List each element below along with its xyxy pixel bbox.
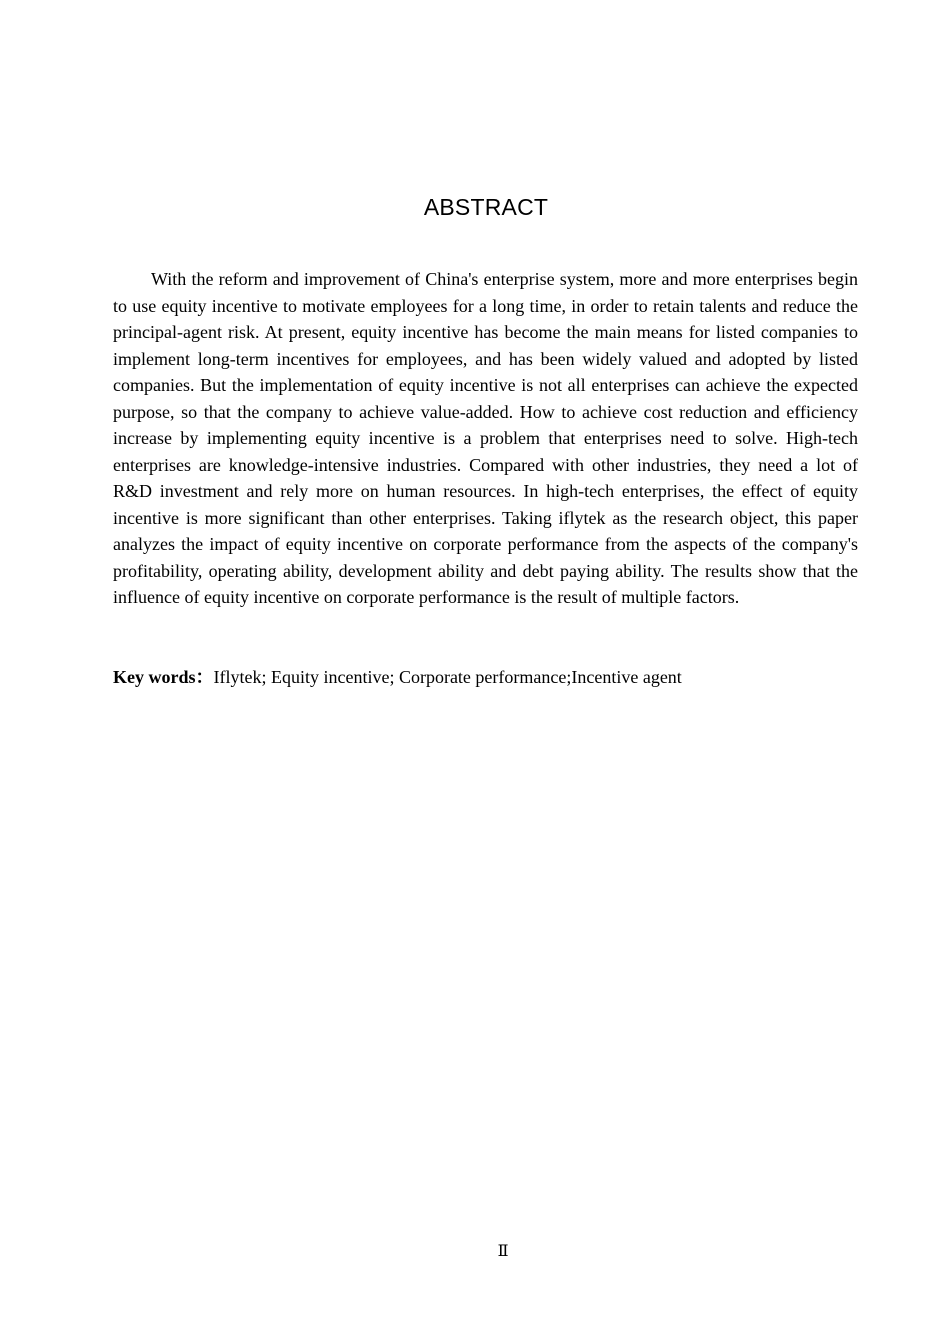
keywords-text: Iflytek; Equity incentive; Corporate performance;Incentive agent bbox=[213, 667, 682, 687]
abstract-title: ABSTRACT bbox=[423, 194, 549, 220]
abstract-paragraph: With the reform and improvement of China's enterprise system, more and more enterprises begin to use equity incentive to motivate employees for a long time, in order to retain talents and reduce the principal-agent risk. At present, equity incentive has become the main means for listed companies to implement long-term incentives for employees, and has been widely valued and adopted by listed companies. But the implementation of equity incentive is not all enterprises can achieve the expected purpose, so that the company to achieve value-added. How to achieve cost reduction and efficiency increase by implementing equity incentive is a problem that enterprises need to solve. High-tech enterprises are knowledge-intensive industries. Compared with other industries, they need a lot of R&D investment and rely more on human resources. In high-tech enterprises, the effect of equity incentive is more significant than other enterprises. Taking iflytek as the research object, this paper analyzes the impact of equity incentive on corporate performance from the aspects of the company's profitability, operating ability, development ability and debt paying ability. The results show that the influence of equity incentive on corporate performance is the result of multiple factors. bbox=[113, 269, 858, 607]
keywords-label: Key words： bbox=[113, 667, 214, 687]
page-number: Ⅱ bbox=[497, 1243, 509, 1260]
keywords-line bbox=[113, 664, 858, 690]
